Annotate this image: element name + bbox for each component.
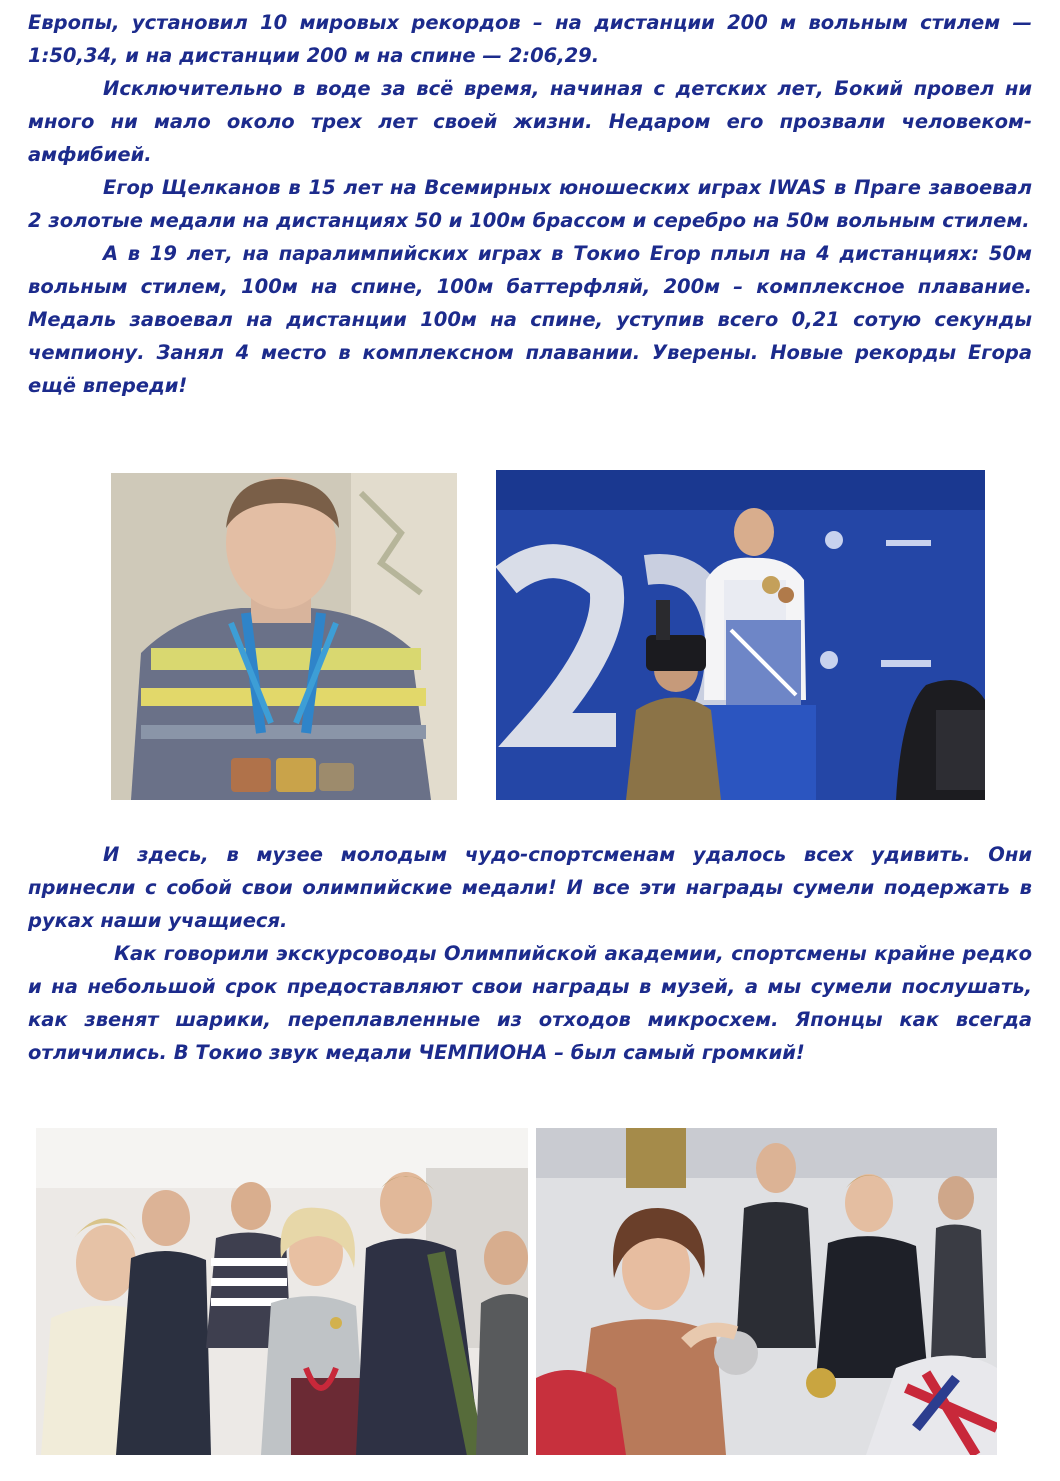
paragraph-4: А в 19 лет, на паралимпийских играх в Токио Егор плыл на 4 дистанциях: 50м вольным стилем, 100м на спине, 100м баттерфляй, 200м – комплексное плавание. Медаль завоевал на дистанции 100м на спине, уступив всего 0,21 сотую секунды чемпиону. Занял 4 место в комплексном плавании. Уверены. Новые рекорды Егора ещё впереди! xyxy=(28,242,1032,397)
paragraph-2: Исключительно в воде за всё время, начиная с детских лет, Бокий провел ни много ни мало около трех лет своей жизни. Недаром его прозвали человеком-амфибией. xyxy=(28,77,1032,166)
paragraph-3: Егор Щелканов в 15 лет на Всемирных юношеских играх IWAS в Праге завоевал 2 золотые медали на дистанциях 50 и 100м брассом и серебро на 50м вольным стилем. xyxy=(28,176,1032,232)
photo-portrait-with-medals xyxy=(111,473,457,800)
paragraph-6: Как говорили экскурсоводы Олимпийской академии, спортсмены крайне редко и на небольшой срок предоставляют свои награды в музей, а мы сумели послушать, как звенят шарики, переплавленные из отходов микросхем. Японцы как всегда отличились. В Токио звук медали ЧЕМПИОНА – был самый громкий! xyxy=(28,942,1032,1064)
photo-students-holding-medals xyxy=(36,1128,528,1455)
paragraph-1: Европы, установил 10 мировых рекордов – на дистанции 200 м вольным стилем — 1:50,34, и на дистанции 200 м на спине — 2:06,29. xyxy=(28,11,1032,67)
paragraph-5: И здесь, в музее молодым чудо-спортсменам удалось всех удивить. Они принесли с собой свои олимпийские медали! И все эти награды сумели подержать в руках наши учащиеся. xyxy=(28,843,1032,932)
photo-group-with-medal xyxy=(536,1128,997,1455)
text-block-middle xyxy=(28,838,1032,1069)
photo-podium-tokyo xyxy=(496,470,985,800)
text-block-top xyxy=(28,6,1032,402)
